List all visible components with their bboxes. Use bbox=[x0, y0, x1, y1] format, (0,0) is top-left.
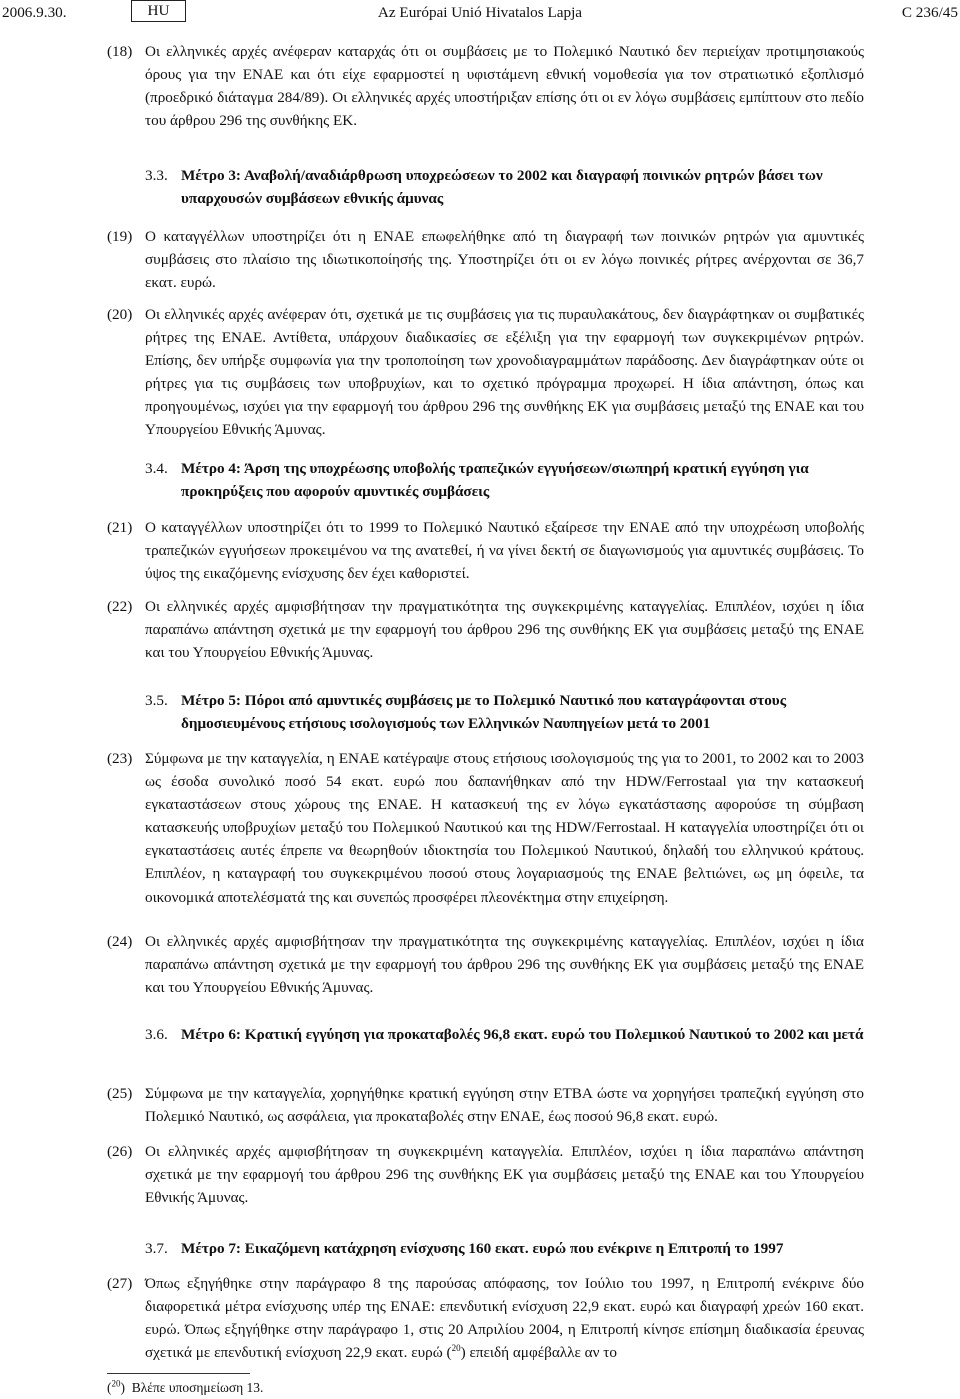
section-number: 3.4. bbox=[145, 460, 168, 477]
section-title: Μέτρο 6: Κρατική εγγύηση για προκαταβολές 96,8 εκατ. ευρώ του Πολεμικού Ναυτικού το 2002 και μετά bbox=[181, 1026, 864, 1043]
paragraph-19 bbox=[107, 225, 864, 294]
section-title: Μέτρο 3: Αναβολή/αναδιάρθρωση υποχρεώσεων το 2002 και διαγραφή ποινικών ρητρών βάσει των υπαρχουσών συμβάσεων εθνικής άμυνας bbox=[181, 167, 823, 207]
paragraph-text: Ο καταγγέλλων υποστηρίζει ότι το 1999 το Πολεμικό Ναυτικό εξαίρεσε την ΕΝΑΕ από την υποχρέωση υποβολής τραπεζικών εγγυήσεων προκειμένου να της ανατεθεί, ή να γίνει δεκτή σε διαγωνισμούς για αμυντικές συμβάσεις. Το ύψος της εικαζόμενης ενίσχυσης δεν έχει καθοριστεί. bbox=[145, 519, 864, 583]
section-heading-3-3 bbox=[145, 165, 865, 211]
page-header bbox=[0, 0, 960, 24]
paragraph-text: Οι ελληνικές αρχές αμφισβήτησαν την πραγματικότητα της συγκεκριμένης καταγγελίας. Επιπλέον, ισχύει η ίδια παραπάνω απάντηση σχετικά με την εφαρμογή του άρθρου 296 της συνθήκης ΕΚ για συμβάσεις μεταξύ της ΕΝΑΕ και του Υπουργείου Εθνικής Άμυνας. bbox=[145, 933, 864, 997]
paragraph-25 bbox=[107, 1082, 864, 1128]
section-heading-3-4 bbox=[145, 458, 865, 504]
paragraph-23 bbox=[107, 747, 864, 909]
footnote-number: 20 bbox=[111, 1378, 121, 1389]
footnote bbox=[107, 1378, 263, 1399]
paragraph-22 bbox=[107, 595, 864, 664]
paragraph-text: Σύμφωνα με την καταγγελία, χορηγήθηκε κρατική εγγύηση στην ΕΤΒΑ ώστε να χορηγήσει τραπεζική εγγύηση στο Πολεμικό Ναυτικό, ως ασφάλεια, για προκαταβολές στην ΕΝΑΕ, έως ποσού 96,8 εκατ. ευρώ. bbox=[145, 1085, 864, 1126]
section-number: 3.7. bbox=[145, 1240, 168, 1257]
paragraph-text: Οι ελληνικές αρχές αμφισβήτησαν την πραγματικότητα της συγκεκριμένης καταγγελίας. Επιπλέον, ισχύει η ίδια παραπάνω απάντηση σχετικά με την εφαρμογή του άρθρου 296 της συνθήκης ΕΚ για συμβάσεις μεταξύ της ΕΝΑΕ και του Υπουργείου Εθνικής Άμυνας. bbox=[145, 598, 864, 662]
section-heading-3-5 bbox=[145, 690, 865, 736]
footnote-open-paren: ( bbox=[107, 1380, 112, 1395]
paragraph-text-part: Όπως εξηγήθηκε στην παράγραφο 8 της παρούσας απόφασης, τον Ιούλιο του 1997, η Επιτροπή ενέκρινε δύο διαφορετικά μέτρα ενίσχυσης υπέρ της ΕΝΑΕ: επενδυτική ενίσχυση 22,9 εκατ. ευρώ και διαγραφή χρεών 160 εκατ. ευρώ. Όπως εξηγήθηκε στην παράγραφο 1, στις 20 Απριλίου 2004, η Επιτροπή κίνησε επίσημη διαδικασία έρευνας σχετικά με επενδυτική ενίσχυση 22,9 εκατ. ευρώ ( bbox=[145, 1275, 864, 1362]
paragraph-26 bbox=[107, 1140, 864, 1209]
paragraph-24 bbox=[107, 930, 864, 999]
paragraph-text-part: ) επειδή αμφέβαλλε αν το bbox=[460, 1344, 617, 1362]
paragraph-text: Οι ελληνικές αρχές ανέφεραν ότι, σχετικά με τις συμβάσεις για τις πυραυλακάτους, δεν διαγράφτηκαν οι συμβατικές ρήτρες της ΕΝΑΕ. Αντίθετα, υπάρχουν διαδικασίες σε εξέλιξη για την εφαρμογή των συγκεκριμένων ρητρών. Επίσης, δεν υπήρξε συμφωνία για την τροποποίηση των χρονοδιαγραμμάτων παράδοσης. Δεν διαγράφτηκαν ούτε οι ρήτρες για τις συμβάσεις των υποβρυχίων, και το σχετικό πρόγραμμα προχωρεί. Η ίδια απάντηση, όπως και προηγουμένως, ισχύει για την εφαρμογή του άρθρου 296 της συνθήκης ΕΚ για συμβάσεις μεταξύ της ΕΝΑΕ και του Υπουργείου Εθνικής Άμυνας. bbox=[145, 306, 864, 439]
paragraph-text: Οι ελληνικές αρχές αμφισβήτησαν τη συγκεκριμένη καταγγελία. Επιπλέον, ισχύει η ίδια παραπάνω απάντηση σχετικά με την εφαρμογή του άρθρου 296 της συνθήκης ΕΚ για συμβάσεις μεταξύ της ΕΝΑΕ και του Υπουργείου Εθνικής Άμυνας. bbox=[145, 1143, 864, 1207]
language-badge: HU bbox=[131, 0, 186, 22]
paragraph-text: Σύμφωνα με την καταγγελία, η ΕΝΑΕ κατέγραψε στους ετήσιους ισολογισμούς της για το 2001, το 2002 και το 2003 ως έσοδα συνολικό ποσό 54 εκατ. ευρώ που δαπανήθηκαν από την HDW/Ferrostaal για την κατασκευή εγκαταστάσεων στους χώρους της ΕΝΑΕ. Η κατασκευή της εν λόγω εγκατάστασης αφορούσε τη σύμβαση κατασκευής υποβρυχίων μεταξύ του Πολεμικού Ναυτικού και της HDW/Ferrostaal. Η καταγγελία υποστηρίζει ότι οι εγκαταστάσεις αυτές έπρεπε να θεωρηθούν ιδιοκτησία του Πολεμικού Ναυτικού, δηλαδή του ελληνικού κράτους. Επιπλέον, η καταγραφή του συγκεκριμένου ποσού στους λογαριασμούς της ΕΝΑΕ βελτιώνει, ως μη όφειλε, τα οικονομικά αποτελέσματά της και συνεπώς προσφέρει πλεονέκτημα στην επιχείρηση. bbox=[145, 750, 864, 906]
paragraph-number: (21) bbox=[107, 519, 133, 536]
footnote-text: Βλέπε υποσημείωση 13. bbox=[131, 1380, 264, 1395]
paragraph-number: (25) bbox=[107, 1085, 133, 1102]
section-number: 3.6. bbox=[145, 1026, 168, 1043]
section-title: Μέτρο 7: Εικαζόμενη κατάχρηση ενίσχυσης 160 εκατ. ευρώ που ενέκρινε η Επιτροπή το 1997 bbox=[181, 1240, 784, 1257]
paragraph-number: (22) bbox=[107, 598, 133, 615]
section-title: Μέτρο 5: Πόροι από αμυντικές συμβάσεις με το Πολεμικό Ναυτικό που καταγράφονται στους δημοσιευμένους ετήσιους ισολογισμούς των Ελληνικών Ναυπηγείων μετά το 2001 bbox=[181, 692, 787, 732]
paragraph-number: (27) bbox=[107, 1275, 133, 1292]
paragraph-number: (18) bbox=[107, 43, 133, 60]
section-heading-3-7 bbox=[145, 1238, 865, 1261]
paragraph-text bbox=[145, 1272, 864, 1364]
paragraph-27 bbox=[107, 1272, 864, 1364]
paragraph-18 bbox=[107, 40, 864, 132]
section-title: Μέτρο 4: Άρση της υποχρέωσης υποβολής τραπεζικών εγγυήσεων/σιωπηρή κρατική εγγύηση για προκηρύξεις που αφορούν αμυντικές συμβάσεις bbox=[181, 460, 809, 500]
paragraph-number: (24) bbox=[107, 933, 133, 950]
footnote-divider bbox=[107, 1373, 250, 1374]
paragraph-text: Ο καταγγέλλων υποστηρίζει ότι η ΕΝΑΕ επωφελήθηκε από τη διαγραφή των ποινικών ρητρών για αμυντικές συμβάσεις στο πλαίσιο της ιδιωτικοποίησής της. Υποστηρίζει ότι οι εν λόγω ποινικές ρήτρες ανέρχονται σε 36,7 εκατ. ευρώ. bbox=[145, 228, 864, 292]
footnote-close-paren: ) bbox=[120, 1380, 125, 1395]
page-number: C 236/45 bbox=[901, 4, 958, 21]
footnote-reference[interactable]: 20 bbox=[451, 1343, 461, 1354]
paragraph-number: (26) bbox=[107, 1143, 133, 1160]
paragraph-21 bbox=[107, 516, 864, 585]
paragraph-20 bbox=[107, 303, 864, 442]
publication-date: 2006.9.30. bbox=[2, 4, 67, 21]
section-number: 3.5. bbox=[145, 692, 168, 709]
section-heading-3-6 bbox=[145, 1024, 865, 1047]
paragraph-text: Οι ελληνικές αρχές ανέφεραν καταρχάς ότι οι συμβάσεις με το Πολεμικό Ναυτικό δεν περιείχαν προτιμησιακούς όρους για την ΕΝΑΕ και ότι είχε εφαρμοστεί η υφιστάμενη εθνική νομοθεσία για τον στρατιωτικό εξοπλισμό (προεδρικό διάταγμα 284/89). Οι ελληνικές αρχές υποστήριξαν επίσης ότι οι εν λόγω συμβάσεις εμπίπτουν στο πεδίο του άρθρου 296 της συνθήκης ΕΚ. bbox=[145, 43, 864, 130]
paragraph-number: (20) bbox=[107, 306, 133, 323]
paragraph-number: (23) bbox=[107, 750, 133, 767]
journal-title: Az Európai Unió Hivatalos Lapja bbox=[377, 4, 583, 21]
paragraph-number: (19) bbox=[107, 228, 133, 245]
section-number: 3.3. bbox=[145, 167, 168, 184]
